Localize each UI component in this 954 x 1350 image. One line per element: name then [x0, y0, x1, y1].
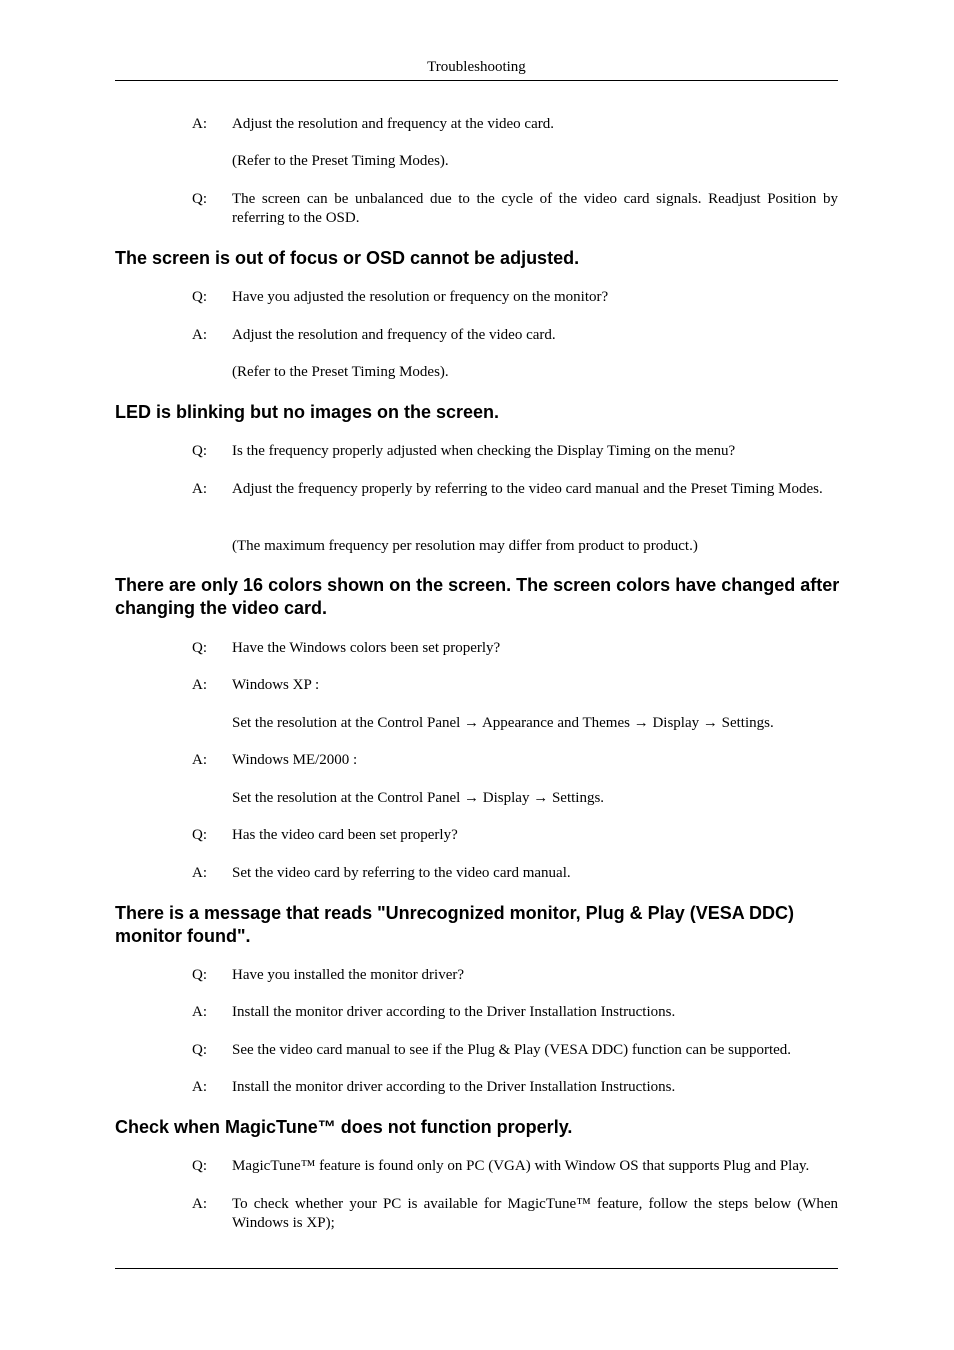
answer-continuation — [192, 152, 838, 171]
answer-item — [192, 864, 838, 883]
qa-label: Q: — [192, 967, 207, 983]
qa-text: Have you installed the monitor driver? — [232, 967, 465, 983]
question-item — [192, 826, 838, 845]
answer-continuation — [192, 714, 838, 733]
answer-item — [192, 480, 838, 499]
qa-text: The screen can be unbalanced due to the cycle of the video card signals. Readjust Position by referring to the OSD. — [232, 191, 838, 226]
qa-text: Adjust the resolution and frequency of the video card. — [232, 327, 556, 343]
qa-label: A: — [192, 752, 207, 768]
section-heading: There is a message that reads "Unrecognized monitor, Plug & Play (VESA DDC) monitor found". — [115, 903, 795, 946]
question-item — [192, 1157, 838, 1176]
qa-text: (Refer to the Preset Timing Modes). — [232, 153, 449, 169]
qa-text: Is the frequency properly adjusted when checking the Display Timing on the menu? — [232, 443, 736, 459]
qa-label: A: — [192, 1004, 207, 1020]
qa-text: Set the resolution at the Control Panel → Display → Settings. — [232, 790, 605, 806]
qa-text: See the video card manual to see if the Plug & Play (VESA DDC) function can be supported. — [232, 1042, 792, 1058]
qa-text: MagicTune™ feature is found only on PC (VGA) with Window OS that supports Plug and Play. — [232, 1158, 810, 1174]
question-item — [192, 639, 838, 658]
question-item — [192, 966, 838, 985]
answer-item — [192, 326, 838, 345]
question-item — [192, 1041, 838, 1060]
answer-continuation — [192, 537, 838, 556]
qa-text: Set the video card by referring to the video card manual. — [232, 865, 571, 881]
qa-label: Q: — [192, 1042, 207, 1058]
qa-label: A: — [192, 1079, 207, 1095]
qa-text: Install the monitor driver according to the Driver Installation Instructions. — [232, 1004, 676, 1020]
qa-text: Have the Windows colors been set properly? — [232, 640, 501, 656]
qa-label: A: — [192, 481, 207, 497]
question-item — [192, 190, 838, 228]
qa-text: Have you adjusted the resolution or frequency on the monitor? — [232, 289, 609, 305]
qa-text: (The maximum frequency per resolution may differ from product to product.) — [232, 538, 698, 554]
question-item — [192, 442, 838, 461]
qa-text: Windows XP : — [232, 677, 320, 693]
qa-label: A: — [192, 1196, 207, 1212]
qa-label: Q: — [192, 289, 207, 305]
section-heading: The screen is out of focus or OSD cannot be adjusted. — [115, 248, 580, 268]
qa-label: A: — [192, 327, 207, 343]
qa-label: A: — [192, 116, 207, 132]
section-heading: There are only 16 colors shown on the screen. The screen colors have changed after changing the video card. — [115, 575, 840, 618]
qa-text: Has the video card been set properly? — [232, 827, 458, 843]
qa-label: Q: — [192, 1158, 207, 1174]
page-header-title: Troubleshooting — [427, 59, 526, 75]
answer-item — [192, 676, 838, 695]
footer-divider — [115, 1268, 838, 1269]
qa-label: Q: — [192, 640, 207, 656]
qa-text: Install the monitor driver according to the Driver Installation Instructions. — [232, 1079, 676, 1095]
header-divider — [115, 80, 838, 81]
qa-label: A: — [192, 865, 207, 881]
answer-item — [192, 1195, 838, 1233]
qa-text: Adjust the resolution and frequency at the video card. — [232, 116, 554, 132]
answer-continuation — [192, 363, 838, 382]
qa-label: Q: — [192, 827, 207, 843]
section-heading: LED is blinking but no images on the screen. — [115, 402, 500, 422]
qa-label: Q: — [192, 443, 207, 459]
question-item — [192, 288, 838, 307]
answer-item — [192, 115, 838, 134]
qa-text: To check whether your PC is available for MagicTune™ feature, follow the steps below (When Windows is XP); — [232, 1196, 838, 1231]
qa-text: Adjust the frequency properly by referring to the video card manual and the Preset Timing Modes. — [232, 481, 823, 497]
answer-item — [192, 1078, 838, 1097]
qa-label: A: — [192, 677, 207, 693]
answer-continuation — [192, 789, 838, 808]
answer-item — [192, 751, 838, 770]
qa-text: (Refer to the Preset Timing Modes). — [232, 364, 449, 380]
qa-text: Set the resolution at the Control Panel → Appearance and Themes → Display → Settings. — [232, 715, 774, 731]
qa-text: Windows ME/2000 : — [232, 752, 358, 768]
answer-item — [192, 1003, 838, 1022]
section-heading: Check when MagicTune™ does not function properly. — [115, 1117, 573, 1137]
qa-label: Q: — [192, 191, 207, 207]
